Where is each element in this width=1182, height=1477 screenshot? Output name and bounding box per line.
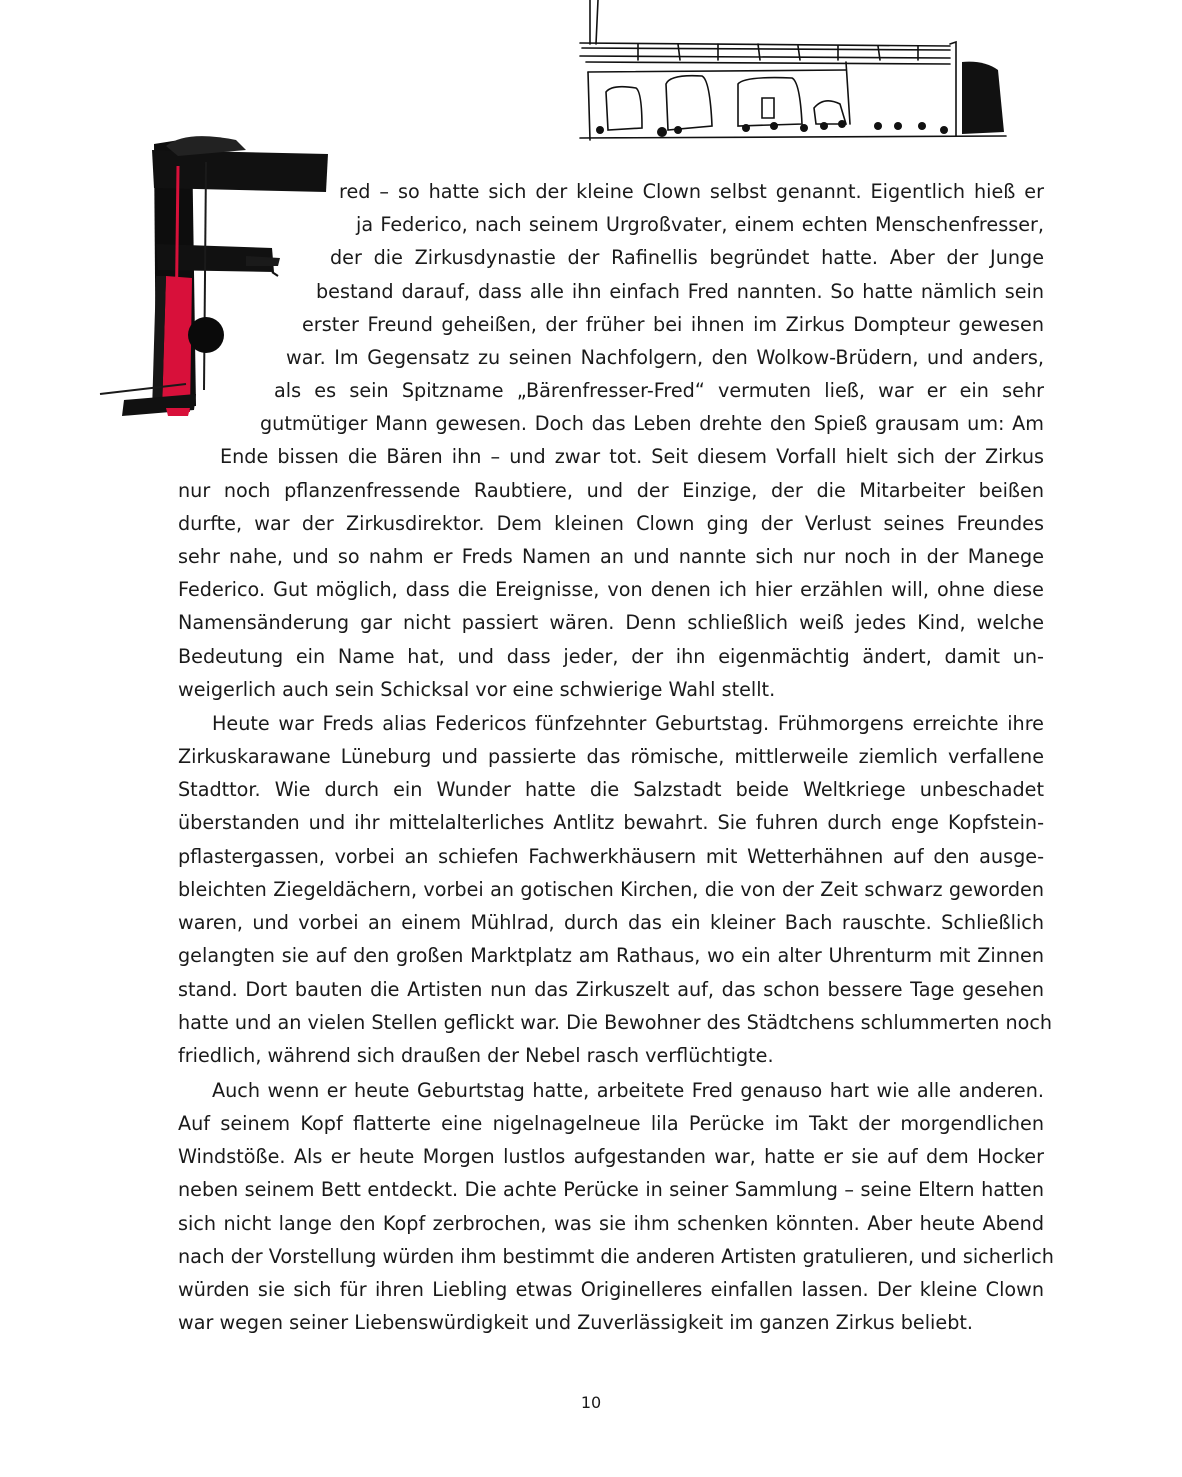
text-line: gutmütiger Mann gewesen. Doch das Leben drehte den Spieß grausam um: Am xyxy=(260,412,1044,435)
circus-caravan-illustration xyxy=(578,0,1010,145)
text-line: Auf seinem Kopf flatterte eine nigelnagelneue lila Perücke im Takt der morgendlichen xyxy=(178,1112,1044,1135)
text-line: war wegen seiner Liebenswürdigkeit und Zuverlässigkeit im ganzen Zirkus beliebt. xyxy=(178,1311,973,1334)
text-line: Auch wenn er heute Geburtstag hatte, arbeitete Fred genauso hart wie alle anderen. xyxy=(212,1079,1044,1102)
text-line: friedlich, während sich draußen der Nebel rasch verflüchtigte. xyxy=(178,1044,774,1067)
text-line: Ende bissen die Bären ihn – und zwar tot. Seit diesem Vorfall hielt sich der Zirkus xyxy=(220,445,1044,468)
text-line: Zirkuskarawane Lüneburg und passierte das römische, mittlerweile ziemlich verfallene xyxy=(178,745,1044,768)
text-line: gelangten sie auf den großen Marktplatz am Rathaus, wo ein alter Uhrenturm mit Zinnen xyxy=(178,944,1044,967)
text-line: nur noch pflanzenfressende Raubtiere, und der Einzige, der die Mitarbeiter beißen xyxy=(178,479,1044,502)
text-line: erster Freund geheißen, der früher bei ihnen im Zirkus Dompteur gewesen xyxy=(302,313,1044,336)
text-line: durfte, war der Zirkusdirektor. Dem kleinen Clown ging der Verlust seines Freundes xyxy=(178,512,1044,535)
text-line: würden sie sich für ihren Liebling etwas Originelleres einfallen lassen. Der kleine Clown xyxy=(178,1278,1044,1301)
text-line: red – so hatte sich der kleine Clown selbst genannt. Eigentlich hieß er xyxy=(339,180,1044,203)
text-line: Federico. Gut möglich, dass die Ereignisse, von denen ich hier erzählen will, ohne diese xyxy=(178,578,1044,601)
text-line: weigerlich auch sein Schicksal vor eine schwierige Wahl stellt. xyxy=(178,678,776,701)
text-line: als es sein Spitzname „Bärenfresser-Fred“ vermuten ließ, war er ein sehr xyxy=(274,379,1044,402)
text-line: Bedeutung ein Name hat, und dass jeder, der ihn eigenmächtig ändert, damit un- xyxy=(178,645,1044,668)
text-line: pflastergassen, vorbei an schiefen Fachwerkhäusern mit Wetterhähnen auf den ausge- xyxy=(178,845,1044,868)
text-line: Namensänderung gar nicht passiert wären. Denn schließlich weiß jedes Kind, welche xyxy=(178,611,1044,634)
text-line: stand. Dort bauten die Artisten nun das Zirkuszelt auf, das schon bessere Tage gesehen xyxy=(178,978,1044,1001)
text-line: sich nicht lange den Kopf zerbrochen, was sie ihm schenken könnten. Aber heute Abend xyxy=(178,1212,1044,1235)
text-line: Stadttor. Wie durch ein Wunder hatte die Salzstadt beide Weltkriege unbeschadet xyxy=(178,778,1044,801)
text-line: überstanden und ihr mittelalterliches Antlitz bewahrt. Sie fuhren durch enge Kopfstein- xyxy=(178,811,1044,834)
text-line: sehr nahe, und so nahm er Freds Namen an und nannte sich nur noch in der Manege xyxy=(178,545,1044,568)
text-line: ja Federico, nach seinem Urgroßvater, einem echten Menschenfresser, xyxy=(356,213,1044,236)
page-number: 10 xyxy=(580,1393,602,1412)
text-line: nach der Vorstellung würden ihm bestimmt die anderen Artisten gratulieren, und sicherlich xyxy=(178,1245,1054,1268)
text-line: bleichten Ziegeldächern, vorbei an gotischen Kirchen, die von der Zeit schwarz geworden xyxy=(178,878,1044,901)
text-line: der die Zirkusdynastie der Rafinellis begründet hatte. Aber der Junge xyxy=(330,246,1044,269)
text-line: neben seinem Bett entdeckt. Die achte Perücke in seiner Sammlung – seine Eltern hatten xyxy=(178,1178,1044,1201)
text-line: war. Im Gegensatz zu seinen Nachfolgern, den Wolkow-Brüdern, und anders, xyxy=(286,346,1044,369)
text-line: Heute war Freds alias Federicos fünfzehnter Geburtstag. Frühmorgens erreichte ihre xyxy=(212,712,1044,735)
text-line: hatte und an vielen Stellen geflickt war. Die Bewohner des Städtchens schlummerten noch xyxy=(178,1011,1053,1034)
text-line: bestand darauf, dass alle ihn einfach Fred nannten. So hatte nämlich sein xyxy=(316,280,1044,303)
text-line: Windstöße. Als er heute Morgen lustlos aufgestanden war, hatte er sie auf dem Hocker xyxy=(178,1145,1044,1168)
text-line: waren, und vorbei an einem Mühlrad, durch das ein kleiner Bach rauschte. Schließlich xyxy=(178,911,1044,934)
